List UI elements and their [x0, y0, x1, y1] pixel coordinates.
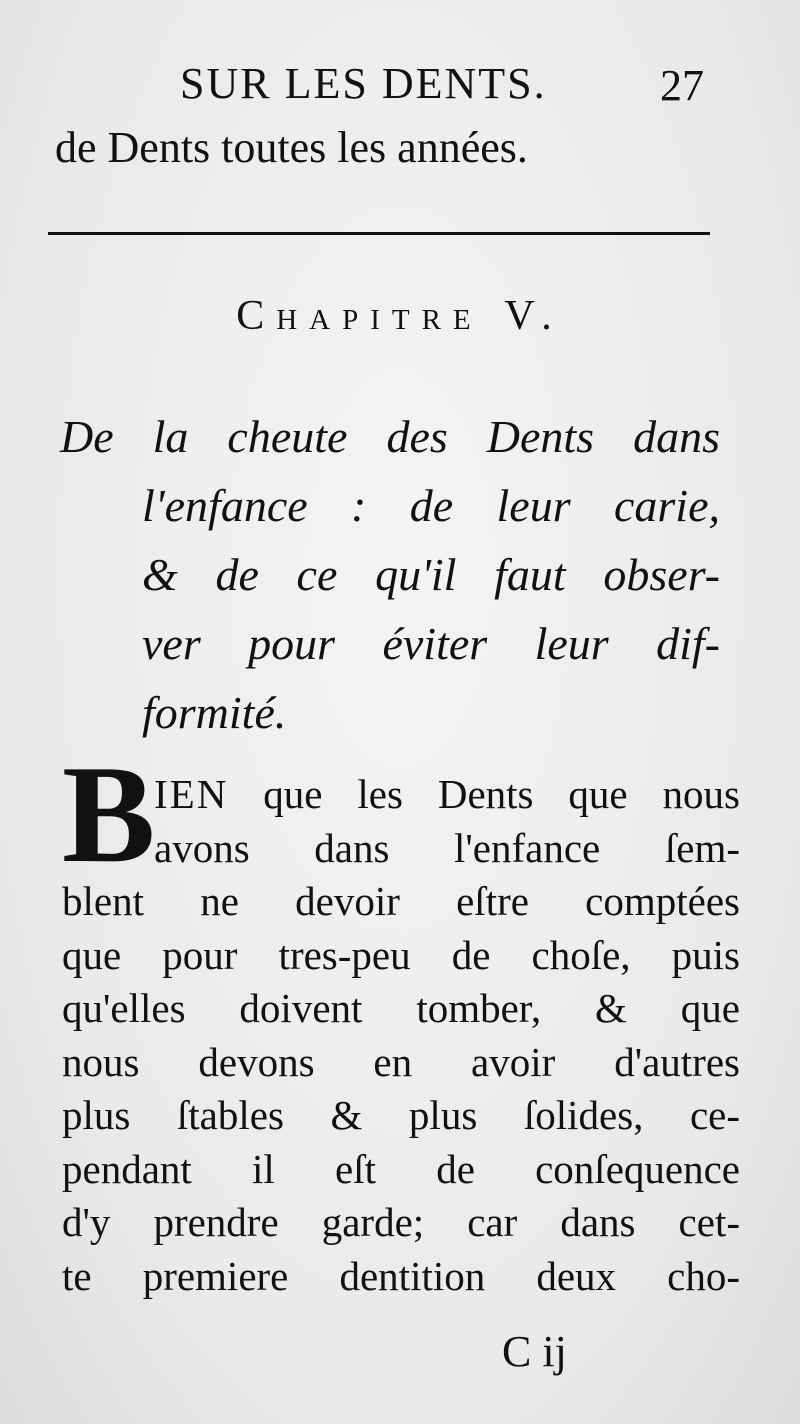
first-word-rest: IEN	[154, 771, 229, 817]
signature-mark: C ij	[502, 1327, 567, 1376]
first-line-rest: que les Dents que nous	[263, 771, 740, 817]
horizontal-rule	[48, 232, 710, 235]
chapter-title-line: & de ce qu'il faut obser-	[142, 549, 720, 600]
chapter-title-line: formité.	[142, 687, 287, 738]
body-line: que pour tres-peu de choſe, puis	[62, 931, 740, 978]
running-head	[0, 58, 800, 118]
body-line: blent ne devoir eſtre comptées	[62, 878, 740, 924]
chapter-title-line: ver pour éviter leur dif-	[142, 618, 720, 669]
body-line: avons dans l'enfance ſem-	[154, 824, 740, 871]
chapter-title-line: l'enfance : de leur carie,	[142, 480, 720, 531]
body-line	[62, 768, 740, 822]
page-number: 27	[660, 61, 704, 110]
chapter-title	[60, 402, 740, 747]
body-line: qu'elles doivent tomber, & que	[62, 985, 740, 1031]
body-line: te premiere dentition deux cho-	[62, 1252, 740, 1299]
body-line: plus ſtables & plus ſolides, ce-	[62, 1092, 740, 1138]
drop-cap: B	[62, 737, 156, 892]
chapter-heading: Chapitre V.	[236, 293, 564, 339]
body-line: pendant il eſt de conſequence	[62, 1145, 740, 1192]
running-title: SUR LES DENTS.	[180, 59, 547, 108]
body-line: nous devons en avoir d'autres	[62, 1038, 740, 1085]
carry-over-line: de Dents toutes les années.	[55, 123, 528, 172]
body-text	[62, 768, 740, 1303]
chapter-title-line: De la cheute des Dents dans	[60, 411, 720, 462]
body-line: d'y prendre garde; car dans cet-	[62, 1199, 740, 1245]
